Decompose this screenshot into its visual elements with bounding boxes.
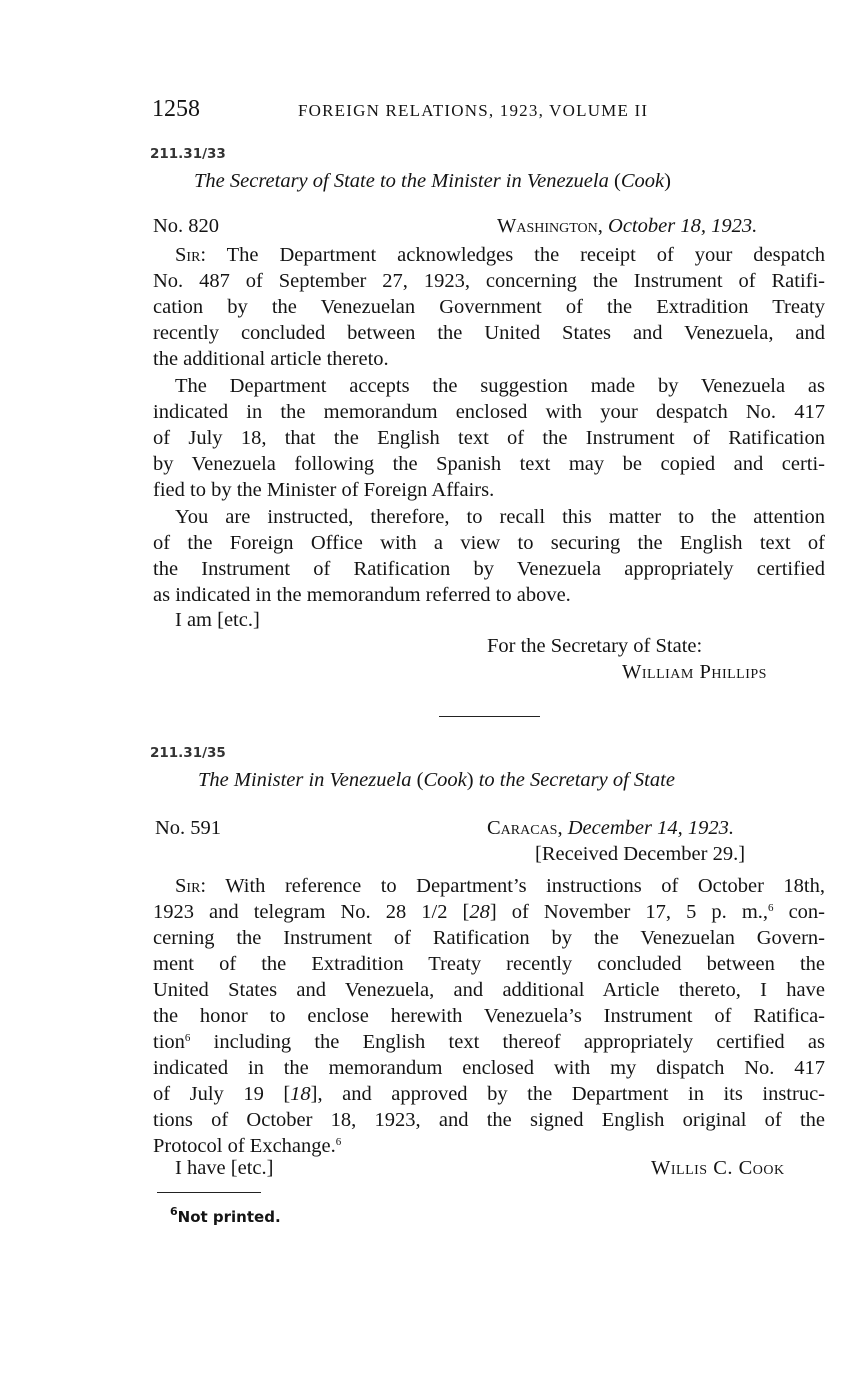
footnote-ref: 6 (335, 1136, 342, 1148)
signature-name: Willis C. Cook (651, 1157, 785, 1179)
received-note: [Received December 29.] (535, 843, 746, 865)
file-number: 211.31/33 (150, 146, 226, 162)
paragraph: Sir: The Department acknowledges the receipt of your despatch No. 487 of September 27, 1923, concerning the Instrument of Ratifi- cation by the Venezuelan Government of the Extradition Treaty recently concluded between the United States and Venezuela, and the additional article thereto. (153, 244, 825, 370)
signature-line: For the Secretary of State: (487, 635, 703, 657)
section-divider (439, 716, 540, 717)
footnote-ref: 6 (184, 1032, 191, 1044)
footnote: $^6$Not printed. (170, 1205, 281, 1226)
document-heading: The Minister in Venezuela (Cook) to the Secretary of State (198, 769, 675, 791)
dateline: Washington, October 18, 1923. (497, 215, 758, 237)
footnote-rule (157, 1192, 261, 1193)
running-head: FOREIGN RELATIONS, 1923, VOLUME II (298, 101, 649, 120)
closing: I have [etc.] (175, 1157, 274, 1179)
paragraph: You are instructed, therefore, to recall this matter to the attention of the Foreign Office with a view to securing the English text of the Instrument of Ratification by Venezuela appropriately certified as indicated in the memorandum referred to above. (153, 506, 825, 606)
paragraph: The Department accepts the suggestion made by Venezuela as indicated in the memorandum enclosed with your despatch No. 417 of July 18, that the English text of the Instrument of Ratification by Venezuela following the Spanish text may be copied and certi- fied to by the Minister of Foreign Affairs. (153, 375, 825, 501)
footnote-ref: 6 (768, 902, 774, 914)
document-heading: The Secretary of State to the Minister in Venezuela (Cook) (194, 170, 671, 192)
despatch-number: No. 591 (155, 817, 222, 839)
closing: I am [etc.] (175, 609, 260, 631)
dateline: Caracas, December 14, 1923. (487, 817, 734, 839)
signature-name: William Phillips (622, 661, 767, 683)
file-number: 211.31/35 (150, 745, 226, 761)
paragraph: Sir: With reference to Department’s instructions of October 18th, 1923 and telegram No. 28 1/2 [28] of November 17, 5 p. m.,$^6$ con- cerning the Instrument of Ratification by the Venezuelan Govern- ment of the Extradition Treaty recently concluded between the United States and Venezuela, and additional Article thereto, I have the honor to enclose herewith Venezuela’s Instrument of Ratifica- tion$^6$ including the English text thereof appropriately certified as indicated in the memorandum enclosed with my dispatch No. 417 of July 19 [18], and approved by the Department in its instruc- tions of October 18, 1923, and the signed English original of the Protocol of Exchange.$^6$ (153, 875, 825, 1157)
despatch-number: No. 820 (153, 215, 220, 237)
page-number: 1258 (152, 96, 200, 122)
